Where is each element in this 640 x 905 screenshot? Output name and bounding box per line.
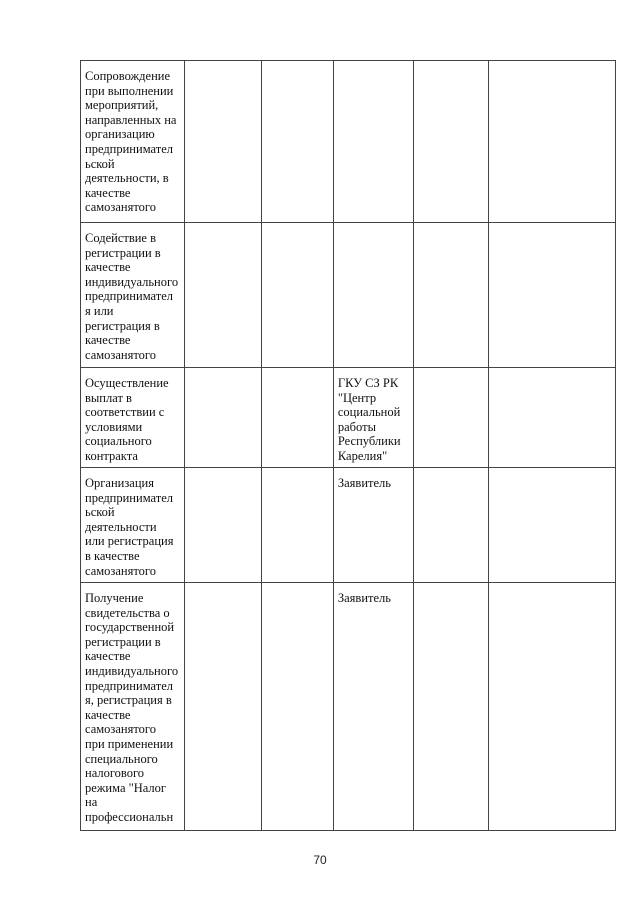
table-cell	[184, 368, 262, 468]
table-cell	[262, 61, 334, 223]
step-cell: Организация предпринимател ьской деятельности или регистрация в качестве самозанятого	[81, 468, 185, 583]
table-cell	[489, 61, 616, 223]
table-cell	[414, 61, 489, 223]
table-cell	[262, 368, 334, 468]
table-cell	[414, 583, 489, 831]
table-cell	[489, 583, 616, 831]
table-cell	[184, 223, 262, 368]
step-cell: Осуществление выплат в соответствии с условиями социального контракта	[81, 368, 185, 468]
table-cell	[184, 468, 262, 583]
table-cell	[414, 468, 489, 583]
table-cell	[262, 223, 334, 368]
table-cell	[184, 61, 262, 223]
step-cell: Сопровождение при выполнении мероприятий, направленных на организацию предпринимател ьской деятельности, в качестве самозанятого	[81, 61, 185, 223]
table-cell	[414, 223, 489, 368]
table-cell	[184, 583, 262, 831]
responsible-cell: Заявитель	[333, 583, 414, 831]
responsible-cell	[333, 223, 414, 368]
responsible-cell: Заявитель	[333, 468, 414, 583]
table-row	[81, 368, 616, 468]
procedure-table	[80, 60, 616, 831]
table-cell	[262, 468, 334, 583]
table-cell	[489, 468, 616, 583]
responsible-cell	[333, 61, 414, 223]
table-cell	[489, 368, 616, 468]
table-row	[81, 468, 616, 583]
table-row	[81, 583, 616, 831]
table-cell	[489, 223, 616, 368]
table-row	[81, 223, 616, 368]
step-cell: Содействие в регистрации в качестве индивидуального предпринимател я или регистрация в качестве самозанятого	[81, 223, 185, 368]
page-number: 70	[313, 853, 327, 867]
table-cell	[414, 368, 489, 468]
table-cell	[262, 583, 334, 831]
table-row	[81, 61, 616, 223]
responsible-cell: ГКУ СЗ РК "Центр социальной работы Республики Карелия"	[333, 368, 414, 468]
step-cell: Получение свидетельства о государственной регистрации в качестве индивидуального предпринимател я, регистрация в качестве самозанятого при применении специального налогового режима "Налог на профессиональн	[81, 583, 185, 831]
